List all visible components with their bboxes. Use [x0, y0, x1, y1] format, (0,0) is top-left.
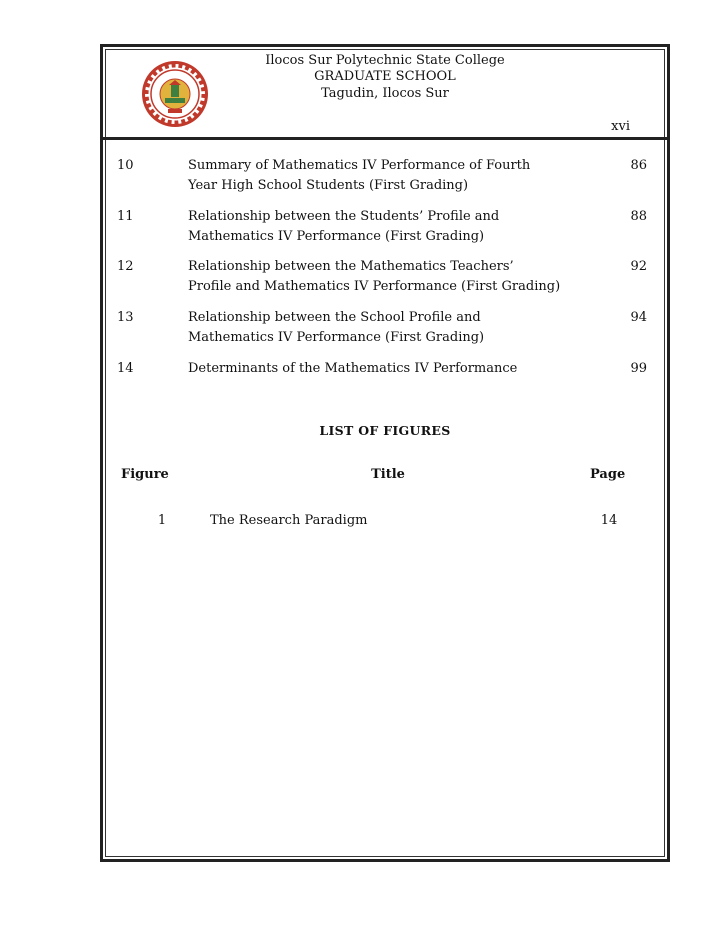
toc-entry-title — [188, 359, 588, 379]
college-seal-logo — [135, 58, 215, 130]
figure-entry-number: 1 — [157, 513, 167, 528]
figure-entry-title: The Research Paradigm — [210, 513, 368, 528]
toc-entry-number: 10 — [117, 158, 134, 173]
toc-entry-title-line: Relationship between the School Profile and — [188, 310, 481, 325]
toc-entry-title-line: Mathematics IV Performance (First Grading) — [188, 330, 485, 345]
institution-name: Ilocos Sur Polytechnic State College — [265, 53, 505, 68]
page-column-header: Page — [590, 467, 626, 482]
toc-entry-number: 11 — [117, 209, 134, 224]
school-location: Tagudin, Ilocos Sur — [321, 86, 449, 101]
toc-entry-page: 88 — [630, 209, 647, 224]
toc-entry-title-line: Relationship between the Students’ Profile and — [188, 209, 500, 224]
toc-entry-page: 86 — [630, 158, 647, 173]
toc-entry-number: 12 — [117, 259, 134, 274]
title-column-header: Title — [371, 467, 405, 482]
toc-entry-title-line: Profile and Mathematics IV Performance (First Grading) — [188, 279, 561, 294]
toc-entry-title — [188, 257, 588, 297]
toc-entry-title-line: Mathematics IV Performance (First Grading) — [188, 229, 485, 244]
toc-entry-title-line: Determinants of the Mathematics IV Performance — [188, 361, 518, 376]
figure-entry-page: 14 — [600, 513, 618, 528]
toc-entry-title-line: Relationship between the Mathematics Teachers’ — [188, 259, 514, 274]
toc-entry-number: 13 — [117, 310, 134, 325]
toc-entry-title — [188, 156, 588, 196]
figure-column-header: Figure — [121, 467, 169, 482]
toc-entry-title-line: Summary of Mathematics IV Performance of Fourth — [188, 158, 531, 173]
toc-entry-number: 14 — [117, 361, 134, 376]
list-of-figures-heading: LIST OF FIGURES — [319, 423, 451, 438]
toc-entry-title-line: Year High School Students (First Grading) — [188, 178, 469, 193]
toc-entry-page: 92 — [630, 259, 647, 274]
page-number: xvi — [611, 119, 630, 134]
toc-entry-title — [188, 207, 588, 247]
toc-entry-page: 94 — [630, 310, 647, 325]
school-name: GRADUATE SCHOOL — [314, 69, 456, 84]
toc-entry-page: 99 — [630, 361, 647, 376]
toc-entry-title — [188, 308, 588, 348]
header-divider — [103, 137, 667, 140]
